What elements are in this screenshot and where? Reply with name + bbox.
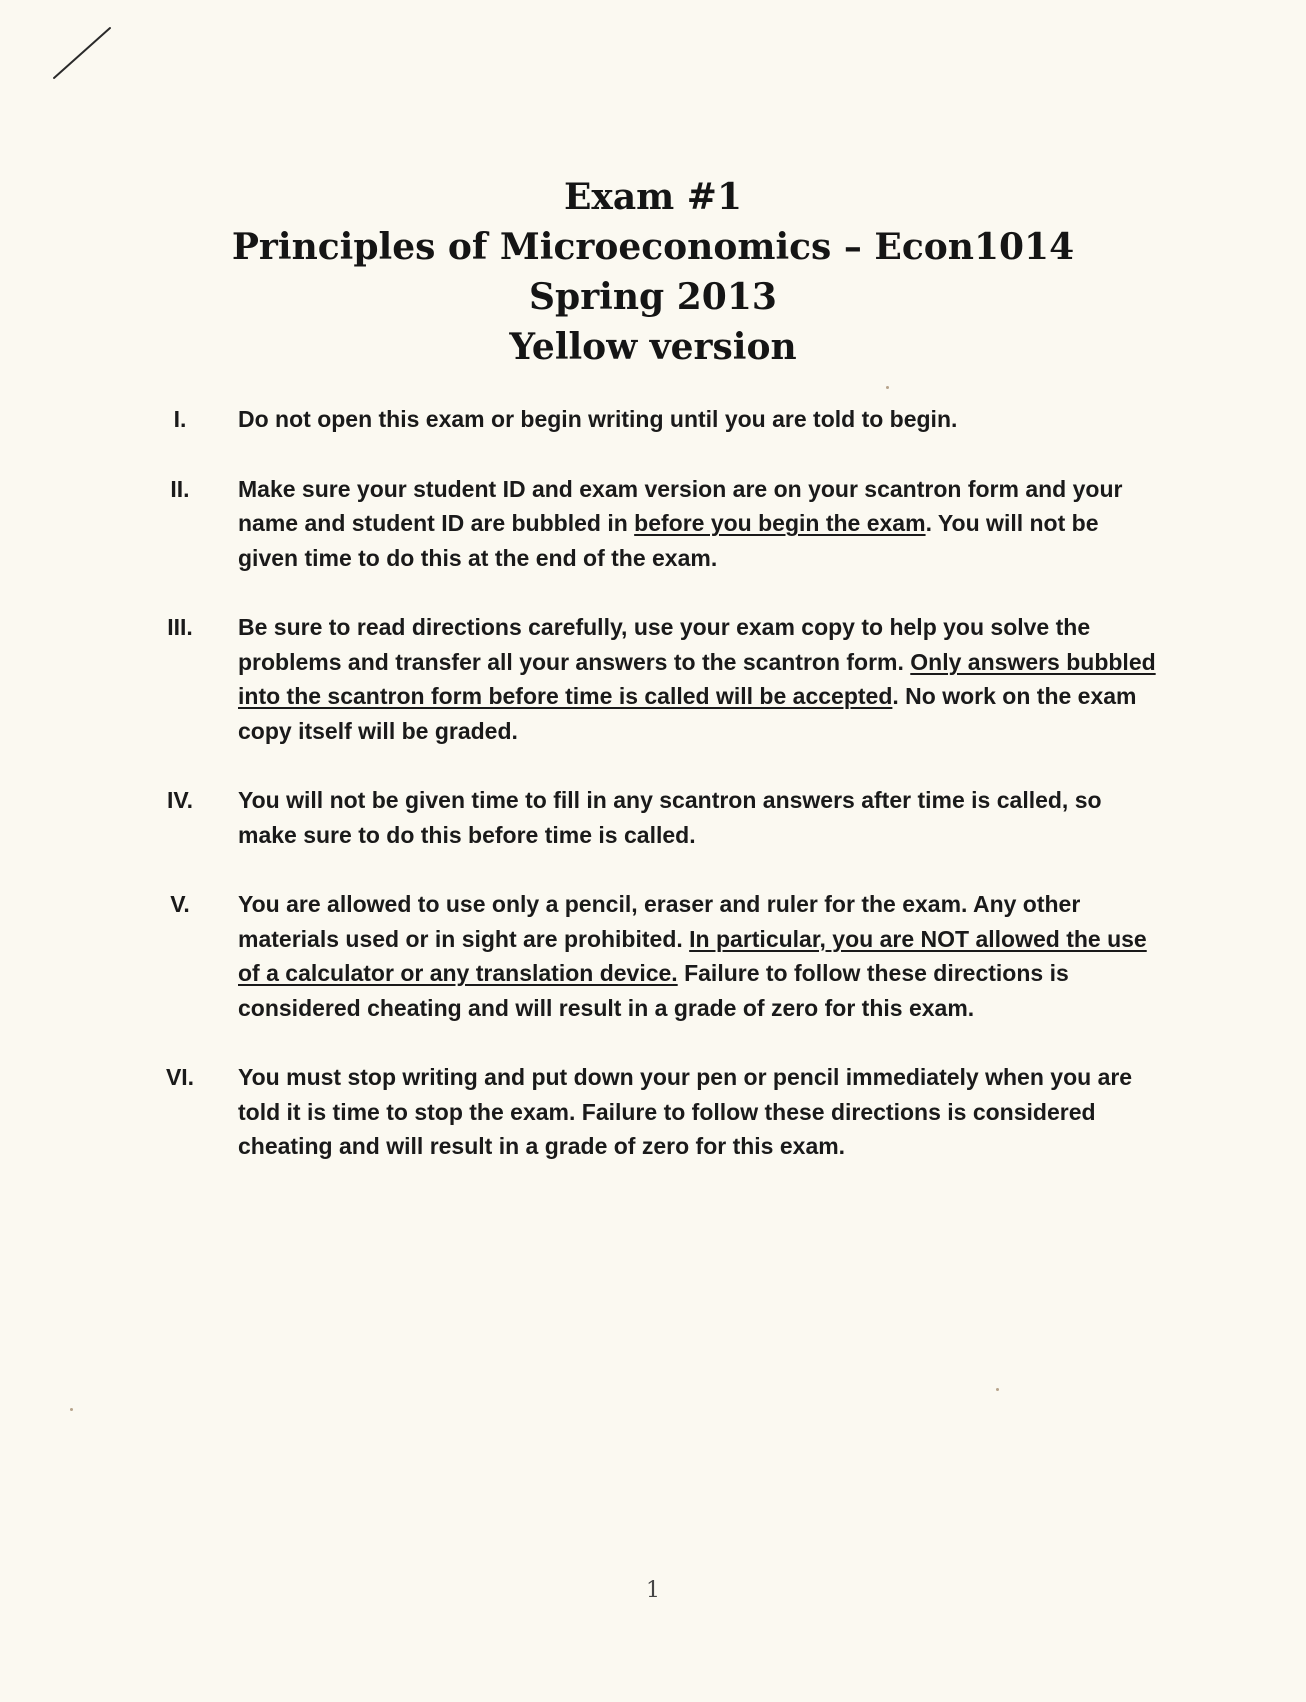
instruction-numeral: VI. xyxy=(165,1064,195,1090)
instruction-numeral: III. xyxy=(167,614,193,640)
instruction-numeral: IV. xyxy=(166,787,193,813)
scan-speck xyxy=(70,1408,73,1411)
scan-speck xyxy=(996,1388,999,1391)
instruction-text-part: Be sure to read directions carefully, use your exam copy to help you solve the problems and transfer all your answers to the scantron form. xyxy=(238,614,1091,675)
instruction-text-part: You will not be given time to fill in any scantron answers after time is called, so make sure to do this before time is called. xyxy=(238,787,1102,848)
instruction-item xyxy=(150,472,1160,576)
exam-version: Yellow version xyxy=(509,326,797,368)
scan-speck xyxy=(886,386,889,389)
instruction-numeral: I. xyxy=(173,406,187,432)
exam-instructions xyxy=(150,402,1160,1164)
instruction-text-part: Make sure your student ID and exam version are on your scantron form and your name and student ID are bubbled in xyxy=(238,475,1123,536)
instruction-item xyxy=(150,402,1160,437)
instruction-item xyxy=(150,783,1160,852)
exam-header xyxy=(0,172,1306,372)
instruction-text-part: You are allowed to use only a pencil, eraser and ruler for the exam. Any other materials used or in sight are prohibited. xyxy=(238,891,1081,952)
course-name: Principles of Microeconomics – Econ1014 xyxy=(231,226,1075,268)
instruction-text xyxy=(238,787,1102,848)
instruction-text-part: . No work on the exam copy itself will be graded. xyxy=(238,683,1137,744)
instruction-item xyxy=(150,610,1160,748)
instruction-text-part: You must stop writing and put down your pen or pencil immediately when you are told it is time to stop the exam. Failure to follow these directions is considered cheating and will result in a grade of zero for this exam. xyxy=(238,1064,1133,1159)
exam-term: Spring 2013 xyxy=(529,276,777,318)
instruction-text xyxy=(238,614,1156,744)
page-number: 1 xyxy=(646,1578,660,1603)
instruction-text xyxy=(238,476,1122,571)
instruction-underlined-text: In particular, you are NOT allowed the use of a calculator or any translation device. xyxy=(238,925,1147,986)
instruction-underlined-text: Only answers bubbled into the scantron form before time is called will be accepted xyxy=(238,648,1156,709)
instruction-underlined-text: before you begin the exam xyxy=(634,510,926,536)
exam-title: Exam #1 xyxy=(563,176,743,218)
pen-stroke-mark xyxy=(48,24,118,84)
instruction-item xyxy=(150,1060,1160,1164)
instruction-text-part: Failure to follow these directions is considered cheating and will result in a grade of zero for this exam. xyxy=(238,960,1069,1021)
instruction-text-part: Do not open this exam or begin writing until you are told to begin. xyxy=(238,406,958,432)
instruction-text xyxy=(238,406,957,432)
instruction-item xyxy=(150,887,1160,1025)
instruction-numeral: II. xyxy=(170,475,190,502)
instruction-text xyxy=(238,1064,1132,1159)
instruction-text-part: . You will not be given time to do this at the end of the exam. xyxy=(238,510,1099,571)
instruction-text xyxy=(238,891,1147,1021)
instruction-numeral: V. xyxy=(170,891,190,917)
